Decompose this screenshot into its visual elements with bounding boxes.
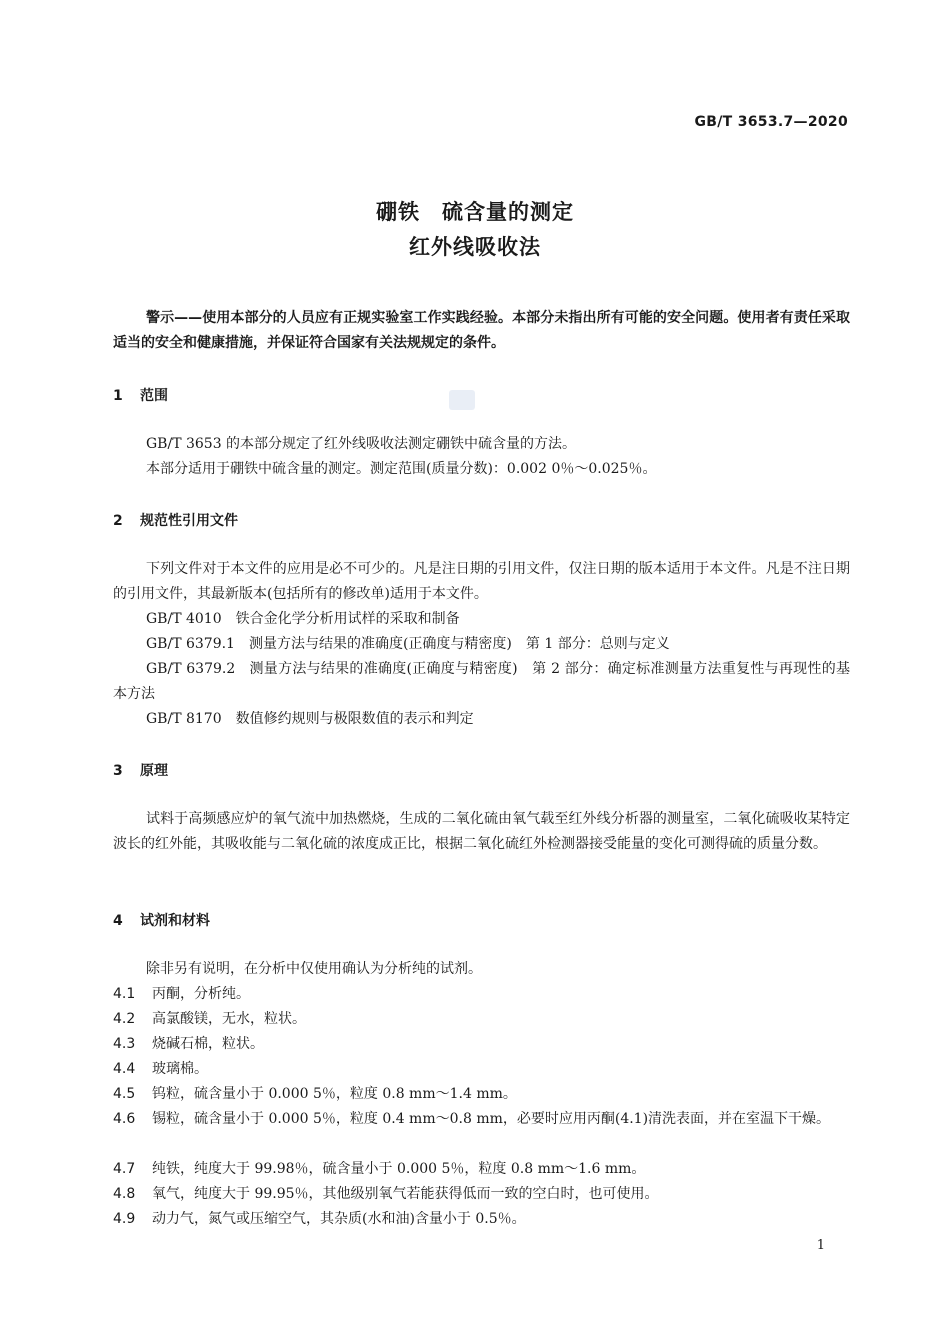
reference-title: 数值修约规则与极限数值的表示和判定 <box>235 711 474 727</box>
section-title: 规范性引用文件 <box>140 513 238 529</box>
reference-item <box>113 707 850 732</box>
item-text: 锡粒，硫含量小于 0.000 5％，粒度 0.4 mm～0.8 mm，必要时应用丙酮(4.1)清洗表面，并在室温下干燥。 <box>152 1111 831 1127</box>
item-text: 纯铁，纯度大于 99.98％，硫含量小于 0.000 5％，粒度 0.8 mm～1.6 mm。 <box>152 1161 646 1177</box>
item-number: 4.1 <box>113 986 136 1002</box>
page-number: 1 <box>816 1238 825 1253</box>
list-item <box>113 1207 850 1232</box>
reference-item <box>113 657 850 707</box>
item-text: 钨粒，硫含量小于 0.000 5％，粒度 0.8 mm～1.4 mm。 <box>152 1086 517 1102</box>
item-number: 4.7 <box>113 1161 136 1177</box>
section-number: 4 <box>113 913 123 929</box>
section-title: 试剂和材料 <box>140 913 210 929</box>
reference-code: GB/T 6379.1 <box>146 636 235 652</box>
paragraph: 除非另有说明，在分析中仅使用确认为分析纯的试剂。 <box>146 961 482 977</box>
section-title: 范围 <box>140 388 168 404</box>
warning-paragraph: 警示——使用本部分的人员应有正规实验室工作实践经验。本部分未指出所有可能的安全问题。使用者有责任采取适当的安全和健康措施，并保证符合国家有关法规规定的条件。 <box>113 310 850 351</box>
list-item <box>113 1157 850 1182</box>
section-heading-scope <box>113 385 168 405</box>
reference-title: 测量方法与结果的准确度(正确度与精密度) 第 2 部分：确定标准测量方法重复性与再现性的基本方法 <box>113 661 851 702</box>
list-item <box>113 982 850 1007</box>
section-heading-reagents <box>113 910 210 930</box>
item-text: 烧碱石棉，粒状。 <box>152 1036 264 1052</box>
item-text: 氧气，纯度大于 99.95％，其他级别氧气若能获得低而一致的空白时，也可使用。 <box>152 1186 659 1202</box>
document-subtitle: 红外线吸收法 <box>409 235 541 259</box>
document-title: 硼铁 硫含量的测定 <box>376 200 574 224</box>
paragraph: 下列文件对于本文件的应用是必不可少的。凡是注日期的引用文件，仅注日期的版本适用于本文件。凡是不注日期的引用文件，其最新版本(包括所有的修改单)适用于本文件。 <box>113 561 850 602</box>
item-number: 4.5 <box>113 1086 136 1102</box>
section-heading-principle <box>113 760 168 780</box>
standard-code: GB/T 3653.7—2020 <box>694 114 848 130</box>
watermark-logo <box>449 390 475 410</box>
paragraph: 试料于高频感应炉的氧气流中加热燃烧，生成的二氧化硫由氧气载至红外线分析器的测量室，二氧化硫吸收某特定波长的红外能，其吸收能与二氧化硫的浓度成正比，根据二氧化硫红外检测器接受能量的变化可测得硫的质量分数。 <box>113 811 850 852</box>
reference-item <box>113 632 850 657</box>
paragraph: 本部分适用于硼铁中硫含量的测定。测定范围(质量分数)：0.002 0％～0.025％。 <box>146 461 657 477</box>
reference-code: GB/T 6379.2 <box>146 661 236 677</box>
section-number: 1 <box>113 388 123 404</box>
item-number: 4.9 <box>113 1211 136 1227</box>
item-number: 4.3 <box>113 1036 136 1052</box>
reference-title: 测量方法与结果的准确度(正确度与精密度) 第 1 部分：总则与定义 <box>248 636 670 652</box>
paragraph: GB/T 3653 的本部分规定了红外线吸收法测定硼铁中硫含量的方法。 <box>146 436 577 452</box>
section-number: 2 <box>113 513 123 529</box>
item-number: 4.2 <box>113 1011 136 1027</box>
section-number: 3 <box>113 763 123 779</box>
item-number: 4.8 <box>113 1186 136 1202</box>
reference-title: 铁合金化学分析用试样的采取和制备 <box>235 611 460 627</box>
item-text: 动力气，氮气或压缩空气，其杂质(水和油)含量小于 0.5％。 <box>152 1211 526 1227</box>
item-text: 玻璃棉。 <box>152 1061 208 1077</box>
item-number: 4.4 <box>113 1061 136 1077</box>
list-item <box>113 1182 850 1207</box>
section-heading-normative-references <box>113 510 238 530</box>
reference-code: GB/T 4010 <box>146 611 222 627</box>
list-item <box>113 1082 850 1107</box>
section-title: 原理 <box>140 763 168 779</box>
item-text: 丙酮，分析纯。 <box>152 986 250 1002</box>
list-item <box>113 1107 850 1132</box>
item-text: 高氯酸镁，无水，粒状。 <box>152 1011 306 1027</box>
list-item <box>113 1032 850 1057</box>
item-number: 4.6 <box>113 1111 136 1127</box>
list-item <box>113 1057 850 1082</box>
reference-item <box>113 607 850 632</box>
reference-code: GB/T 8170 <box>146 711 222 727</box>
list-item <box>113 1007 850 1032</box>
